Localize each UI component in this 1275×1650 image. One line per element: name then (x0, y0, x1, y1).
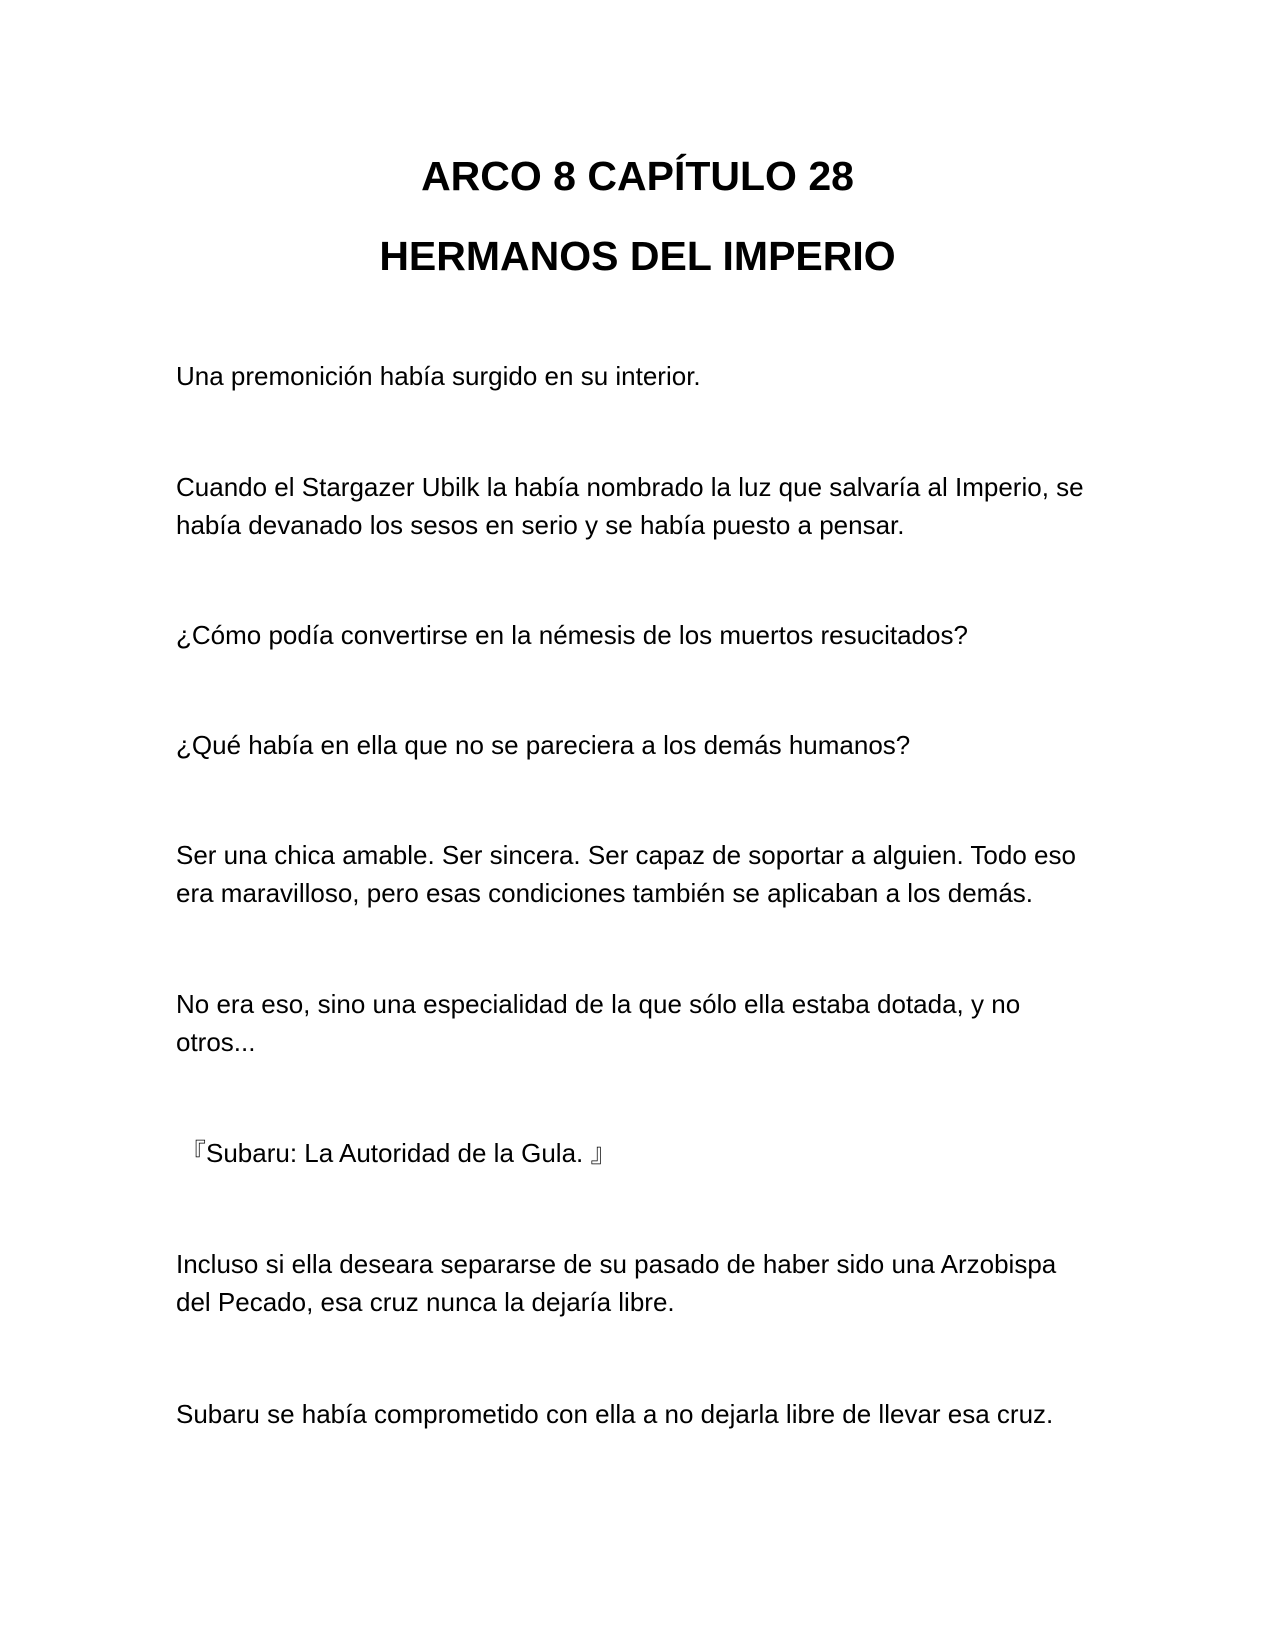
paragraph-line: Ser una chica amable. Ser sincera. Ser capaz de soportar a alguien. Todo eso (176, 840, 1076, 870)
paragraph-line: Cuando el Stargazer Ubilk la había nombrado la luz que salvaría al Imperio, se (176, 472, 1084, 502)
paragraph-line: ¿Cómo podía convertirse en la némesis de los muertos resucitados? (176, 620, 968, 650)
paragraph-line: Una premonición había surgido en su interior. (176, 361, 701, 391)
chapter-subtitle: HERMANOS DEL IMPERIO (379, 233, 896, 279)
paragraph (176, 357, 1111, 395)
paragraph-line: No era eso, sino una especialidad de la que sólo ella estaba dotada, y no (176, 989, 1021, 1019)
paragraph-line: otros... (176, 1027, 256, 1057)
paragraph-line: era maravilloso, pero esas condiciones también se aplicaban a los demás. (176, 878, 1034, 908)
paragraph (176, 836, 1111, 912)
paragraph-line: del Pecado, esa cruz nunca la dejaría libre. (176, 1287, 675, 1317)
paragraph-line: ¿Qué había en ella que no se pareciera a los demás humanos? (176, 730, 911, 760)
quote-paragraph (180, 1134, 1115, 1172)
paragraph (176, 1395, 1111, 1433)
chapter-heading: ARCO 8 CAPÍTULO 28 (421, 153, 854, 199)
paragraph (176, 616, 1111, 654)
paragraph (176, 726, 1111, 764)
paragraph (176, 468, 1111, 544)
paragraph-line: Incluso si ella deseara separarse de su pasado de haber sido una Arzobispa (176, 1249, 1057, 1279)
paragraph-line: Subaru se había comprometido con ella a no dejarla libre de llevar esa cruz. (176, 1399, 1054, 1429)
paragraph-line: había devanado los sesos en serio y se había puesto a pensar. (176, 510, 905, 540)
quote-line: 『Subaru: La Autoridad de la Gula. 』 (180, 1138, 617, 1168)
paragraph (176, 1245, 1111, 1321)
paragraph (176, 985, 1111, 1061)
